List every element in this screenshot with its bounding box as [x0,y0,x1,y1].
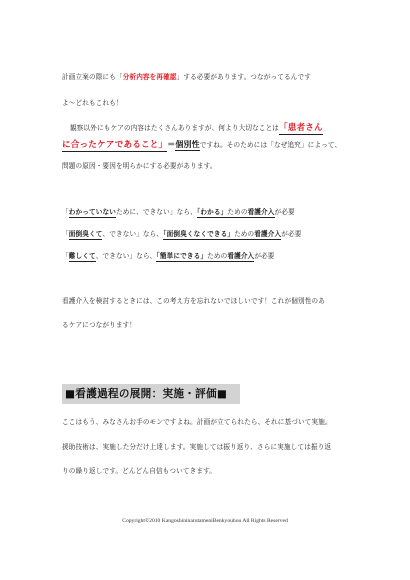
para4-line2: 援助技術は、実施した分だけ上達します。実施しては振り返り、さらに実施しては振り返 [62,443,332,451]
copyright-footer: Copyright©2010 KangoshininarutameniBenkyouhou All Rights Reserved [122,518,288,524]
example-text: 、できない」なら、 [95,252,157,260]
example-text: 「 [62,230,69,238]
example-text: ための [227,208,248,216]
para1-line1 [62,72,311,82]
example-text: ために、できない」なら、 [115,208,197,216]
section-heading: ■看護過程の展開：実施・評価■ [62,384,240,404]
example-text: 、できない」なら、 [102,230,164,238]
example-intervention: 看護介入 [254,230,282,238]
example-line-2 [62,229,302,239]
example-text: 「 [62,252,69,260]
example-goal: 「面倒臭くなくできる」 [163,230,235,238]
para4-line1: ここはもう、みなさんお手のモンですよね。計画が立てられたら、それに基づいて実施。 [62,418,332,426]
example-text: が必要 [254,252,275,260]
example-goal: 「簡単にできる」 [156,252,208,260]
para2-red-emphasis: 「患者さん [279,123,323,133]
example-cause: わかっていない [68,208,116,216]
example-cause: 面倒臭くて [68,230,103,238]
example-text: が必要 [274,208,295,216]
example-intervention: 看護介入 [227,252,255,260]
example-text: ための [234,230,255,238]
para1-red-emphasis: 分析内容を再確認 [122,73,177,81]
para2-line3: 問題の原因・要因を明らかにする必要があります。 [62,162,217,170]
para2-red-emphasis-cont: に合ったケアであること」 [62,140,168,150]
para1-text: 計画立案の際にも「 [62,73,123,81]
example-text: が必要 [281,230,302,238]
para2-bold-term: 個別性 [175,140,200,149]
para3-line2: るケアにつながります！ [62,321,137,329]
example-goal: 「わかる」 [196,208,228,216]
example-text: 「 [62,208,69,216]
para1-text-end: 」する必要があります。つながってるんです [176,73,312,81]
para2-text: 観察以外にもケアの内容はたくさんありますが、何より大切なことは [70,124,280,132]
example-text: ための [207,252,228,260]
para2-line2 [62,140,341,150]
example-line-1 [62,207,295,217]
para4-line3: りの繰り返しです。どんどん自信もついてきます。 [62,467,217,475]
example-cause: 難しくて [68,252,96,260]
para1-line2: よ～どれもこれも！ [62,99,123,107]
para2-equals: ＝ [167,140,176,149]
example-intervention: 看護介入 [247,208,275,216]
para2-line1 [70,123,323,133]
example-line-3 [62,251,275,261]
para3-line1: 看護介入を検討するときには、この考え方を忘れないでほしいです！これが個別性のあ [62,297,326,305]
para2-text-end: ですね。そのためには「なぜ追究」によって、 [199,141,342,149]
